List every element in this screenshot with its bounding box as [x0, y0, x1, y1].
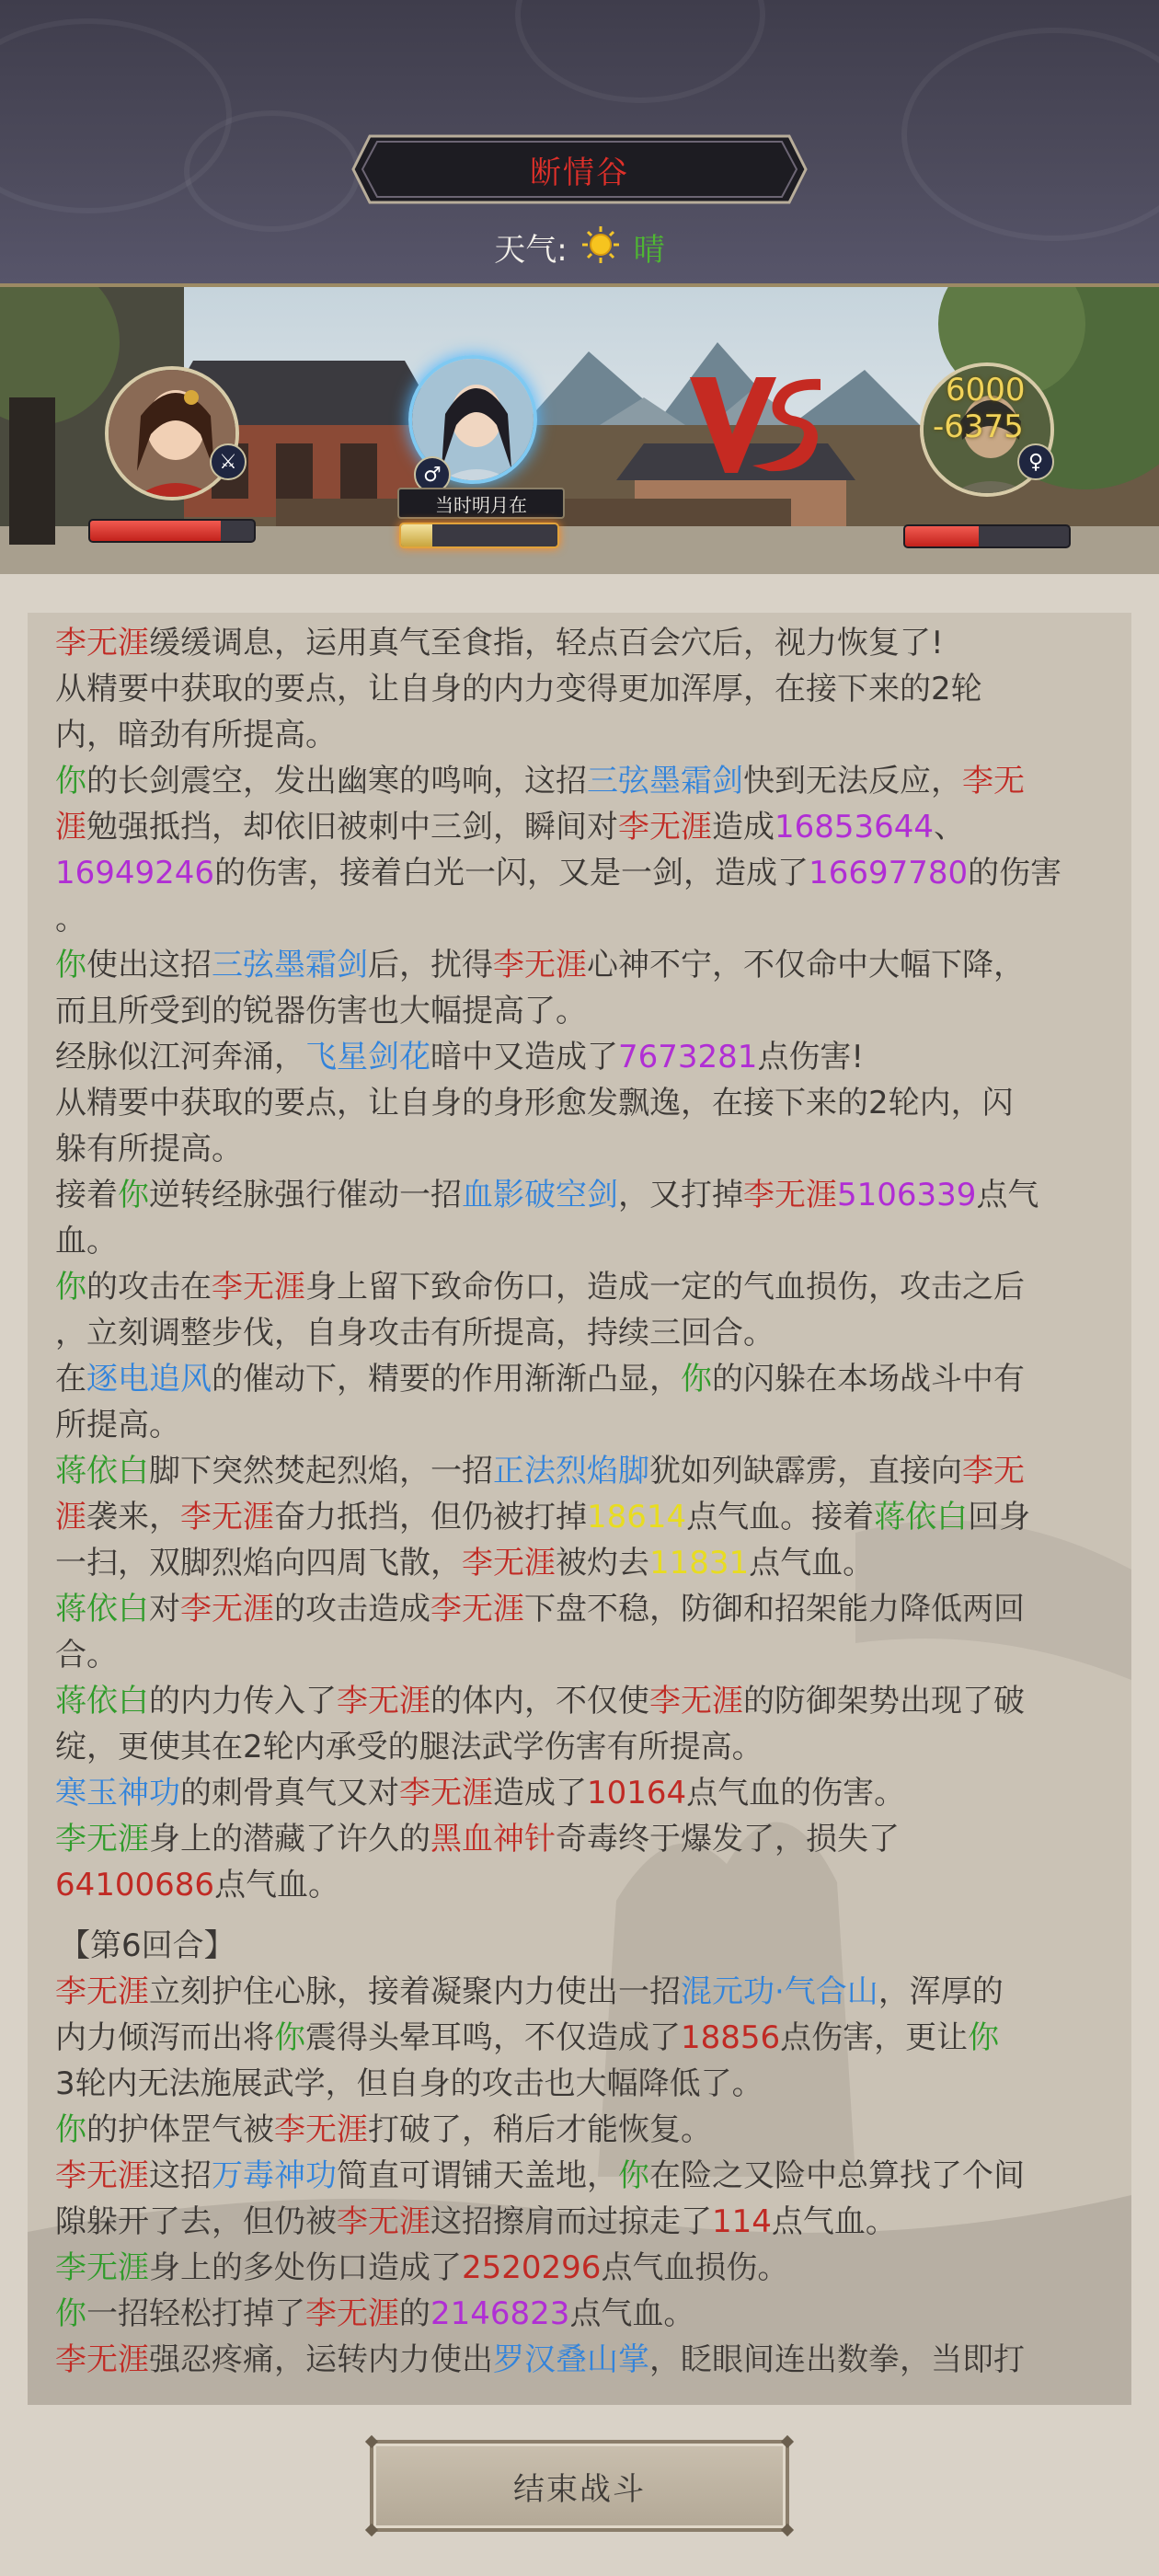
- log-text: 的刺骨真气又对: [180, 1775, 399, 1811]
- highlight-red: 18856: [681, 2019, 781, 2056]
- highlight-red: 2520296: [462, 2249, 602, 2286]
- highlight-green: 你: [274, 2019, 305, 2056]
- highlight-red: 李无涯: [55, 625, 149, 661]
- log-text: 。: [55, 901, 86, 937]
- weather-value: 晴: [633, 231, 665, 269]
- log-text: 快到无法反应，: [743, 763, 962, 799]
- log-text: 而且所受到的锐器伤害也大幅提高了。: [55, 993, 587, 1029]
- enemy-hp-fill: [905, 526, 979, 546]
- highlight-red: 李无: [962, 1453, 1025, 1489]
- log-text: 这招: [149, 2157, 212, 2194]
- log-line: [55, 2015, 1122, 2061]
- highlight-green: 蒋依白: [874, 1499, 969, 1535]
- log-text: 所提高。: [55, 1407, 180, 1443]
- log-line: [55, 2061, 1122, 2107]
- location-name: 断情谷: [530, 154, 629, 191]
- battle-scene: [0, 283, 1159, 574]
- round-header: [55, 1923, 1122, 1969]
- log-text: 接着: [55, 1177, 118, 1213]
- log-text: 的闪躲在本场战斗中有: [712, 1361, 1025, 1397]
- skill-name: 三弦墨霜剑: [212, 947, 368, 983]
- log-text: 脚下突然焚起烈焰，一招: [149, 1453, 493, 1489]
- log-text: 对: [149, 1591, 180, 1627]
- highlight-red: 10164: [587, 1775, 687, 1811]
- log-line: [55, 1218, 1122, 1264]
- log-text: 逆转经脉强行催动一招: [149, 1177, 462, 1213]
- enemy-heal-number: 6000: [946, 372, 1026, 408]
- log-text: ，浑厚的: [878, 1973, 1004, 2010]
- log-text: 下盘不稳，防御和招架能力降低两回: [524, 1591, 1025, 1627]
- enemy-damage-number: -6375: [933, 408, 1024, 445]
- log-text: 身上的多处伤口造成了: [149, 2249, 462, 2286]
- log-text: 暗中又造成了: [430, 1039, 618, 1075]
- log-line: [55, 758, 1122, 804]
- weather-row: [0, 221, 1159, 272]
- log-line: [55, 1264, 1122, 1310]
- log-line: [55, 1724, 1122, 1770]
- log-text: 点气血。: [771, 2203, 897, 2240]
- skill-name: 混元功·气合山: [681, 1973, 878, 2010]
- log-line: [55, 1126, 1122, 1172]
- log-text: 躲有所提高。: [55, 1131, 243, 1167]
- highlight-red: 李无涯: [305, 2295, 399, 2332]
- log-text: 一扫，双脚烈焰向四周飞散，: [55, 1545, 462, 1581]
- highlight-green: 蒋依白: [55, 1591, 149, 1627]
- end-battle-button[interactable]: [370, 2440, 789, 2532]
- highlight-green: 李无涯: [55, 1821, 149, 1857]
- fire-damage-value: 11831: [649, 1545, 750, 1581]
- log-text: 勉强抵挡，却依旧被刺中三剑，瞬间对: [86, 809, 618, 845]
- damage-value: 2146823: [430, 2295, 570, 2332]
- enemy-gender-icon: ♀: [1017, 443, 1054, 480]
- log-text: 合。: [55, 1637, 118, 1673]
- highlight-red: 李无涯: [180, 1499, 274, 1535]
- log-text: 点气: [976, 1177, 1039, 1213]
- log-text: 血。: [55, 1223, 118, 1259]
- log-text: 身上的潜藏了许久的: [149, 1821, 430, 1857]
- highlight-red: 114: [712, 2203, 772, 2240]
- log-text: 心神不宁，不仅命中大幅下降，: [587, 947, 1025, 983]
- highlight-red: 李无涯: [649, 1683, 743, 1719]
- log-line: [55, 1862, 1122, 1908]
- log-text: 奇毒终于爆发了，损失了: [556, 1821, 900, 1857]
- highlight-red: 李无涯: [462, 1545, 556, 1581]
- log-text: 犹如列缺霹雳，直接向: [649, 1453, 962, 1489]
- highlight-red: 李无涯: [399, 1775, 493, 1811]
- log-line: [55, 2245, 1122, 2291]
- log-text: 点伤害!: [757, 1039, 865, 1075]
- highlight-green: 你: [55, 1269, 86, 1305]
- log-text: 后，扰得: [368, 947, 493, 983]
- damage-value: 7673281: [618, 1039, 758, 1075]
- log-text: 内力倾泻而出将: [55, 2019, 274, 2056]
- highlight-red: 李无涯: [337, 1683, 430, 1719]
- highlight-red: 李无涯: [212, 1269, 305, 1305]
- button-corner-ornament: [781, 2524, 794, 2536]
- log-line: [55, 1034, 1122, 1080]
- button-corner-ornament: [781, 2435, 794, 2448]
- log-line: [55, 2291, 1122, 2337]
- highlight-red: 李无涯: [430, 1591, 524, 1627]
- log-line: [55, 942, 1122, 988]
- highlight-green: 你: [55, 2295, 86, 2332]
- log-text: 、: [934, 809, 966, 845]
- log-text: 的攻击在: [86, 1269, 212, 1305]
- log-text: ，立刻调整步伐，自身攻击有所提高，持续三回合。: [55, 1315, 775, 1351]
- log-text: 立刻护住心脉，接着凝聚内力使出一招: [149, 1973, 681, 2010]
- highlight-red: 李无涯: [274, 2111, 368, 2148]
- weather-label: 天气:: [494, 231, 568, 269]
- log-line: [55, 988, 1122, 1034]
- highlight-red: 李无涯: [618, 809, 712, 845]
- log-line: [55, 1540, 1122, 1586]
- log-text: 的: [399, 2295, 430, 2332]
- log-line: [55, 1770, 1122, 1816]
- log-text: 的伤害，接着白光一闪，又是一剑，造成了: [214, 855, 809, 891]
- log-line: [55, 2153, 1122, 2199]
- log-text: 身上留下致命伤口，造成一定的气血损伤，攻击之后: [305, 1269, 1025, 1305]
- log-line: [55, 712, 1122, 758]
- highlight-green: 李无涯: [55, 2249, 149, 2286]
- log-text: 震得头晕耳鸣，不仅造成了: [305, 2019, 681, 2056]
- ally-energy-fill: [401, 524, 432, 546]
- highlight-red: 涯: [55, 809, 86, 845]
- ally-name-plate: [397, 488, 565, 519]
- highlight-green: 蒋依白: [55, 1453, 149, 1489]
- log-line: [55, 1678, 1122, 1724]
- end-battle-label: 结束战斗: [513, 2470, 646, 2508]
- log-text: 的催动下，精要的作用渐渐凸显，: [212, 1361, 681, 1397]
- log-text: 点气血。: [214, 1867, 340, 1903]
- highlight-red: 李无涯: [55, 2341, 149, 2378]
- log-text: ，又打掉: [618, 1177, 743, 1213]
- log-line: [55, 1969, 1122, 2015]
- highlight-red: 李无涯: [55, 2157, 149, 2194]
- log-line: [55, 1356, 1122, 1402]
- log-text: 造成了: [493, 1775, 587, 1811]
- log-text: 点伤害，更让: [780, 2019, 969, 2056]
- skill-name: 万毒神功: [212, 2157, 337, 2194]
- damage-value: 16949246: [55, 855, 215, 891]
- log-text: 强忍疼痛，运转内力使出: [149, 2341, 493, 2378]
- highlight-green: 你: [55, 763, 86, 799]
- log-line: [55, 804, 1122, 850]
- log-text: 在险之又险中总算找了个间: [649, 2157, 1025, 2194]
- log-line: [55, 1494, 1122, 1540]
- highlight-red: 李无涯: [337, 2203, 430, 2240]
- skill-name: 正法烈焰脚: [493, 1453, 649, 1489]
- skill-name: 三弦墨霜剑: [587, 763, 743, 799]
- skill-name: 寒玉神功: [55, 1775, 180, 1811]
- highlight-red: 李无涯: [180, 1591, 274, 1627]
- log-text: 打破了，稍后才能恢复。: [368, 2111, 712, 2148]
- highlight-red: 李无涯: [743, 1177, 837, 1213]
- ally-gender-icon: ♂: [414, 456, 451, 493]
- log-line: [55, 620, 1122, 666]
- highlight-red: 李无涯: [493, 947, 587, 983]
- player-weapon-icon: ⚔: [210, 443, 247, 480]
- log-text: 这招擦肩而过掠走了: [430, 2203, 712, 2240]
- skill-name: 血影破空剑: [462, 1177, 618, 1213]
- log-line: [55, 1310, 1122, 1356]
- log-line: [55, 2107, 1122, 2153]
- log-line: [55, 896, 1122, 942]
- damage-value: 5106339: [837, 1177, 977, 1213]
- fire-damage-value: 18614: [587, 1499, 687, 1535]
- player-hp-bar: [88, 519, 256, 543]
- highlight-green: 你: [968, 2019, 1000, 2056]
- log-text: 点气血。: [749, 1545, 875, 1581]
- highlight-red: 涯: [55, 1499, 86, 1535]
- button-corner-ornament: [365, 2435, 378, 2448]
- skill-name: 逐电追风: [86, 1361, 212, 1397]
- log-line: [55, 666, 1122, 712]
- log-text: 3轮内无法施展武学，但自身的攻击也大幅降低了。: [55, 2065, 763, 2102]
- log-text: 奋力抵挡，但仍被打掉: [274, 1499, 587, 1535]
- highlight-green: 你: [681, 1361, 712, 1397]
- log-text: 的防御架势出现了破: [743, 1683, 1025, 1719]
- damage-value: 16853644: [775, 809, 935, 845]
- highlight-red: 64100686: [55, 1867, 215, 1903]
- highlight-red: 李无涯: [55, 1973, 149, 2010]
- ally-name: 当时明月在: [435, 493, 527, 516]
- log-text: 一招轻松打掉了: [86, 2295, 305, 2332]
- log-text: 的体内，不仅使: [430, 1683, 649, 1719]
- log-line: [55, 2337, 1122, 2383]
- log-text: 经脉似江河奔涌，: [55, 1039, 305, 1075]
- player-hp-fill: [90, 521, 221, 541]
- log-line: [55, 1586, 1122, 1632]
- log-line: [55, 1632, 1122, 1678]
- log-text: 在: [55, 1361, 86, 1397]
- log-line: [55, 1172, 1122, 1218]
- log-line: [55, 1402, 1122, 1448]
- log-line: [55, 1080, 1122, 1126]
- log-text: 造成: [712, 809, 775, 845]
- log-line: [55, 2199, 1122, 2245]
- log-text: 回身: [968, 1499, 1031, 1535]
- log-line: [55, 1448, 1122, 1494]
- top-banner: [0, 0, 1159, 283]
- log-text: 点气血。接着: [686, 1499, 875, 1535]
- log-text: 【第6回合】: [59, 1927, 235, 1964]
- highlight-red: 李无: [962, 763, 1025, 799]
- player-portrait[interactable]: [105, 366, 239, 500]
- log-text: 隙躲开了去，但仍被: [55, 2203, 337, 2240]
- damage-value: 16697780: [809, 855, 969, 891]
- log-text: 从精要中获取的要点，让自身的内力变得更加浑厚，在接下来的2轮: [55, 671, 982, 707]
- log-text: 被灼去: [556, 1545, 649, 1581]
- battle-log-panel[interactable]: [28, 613, 1131, 2405]
- battle-log-lines: [55, 620, 1122, 2383]
- log-text: 内，暗劲有所提高。: [55, 717, 337, 753]
- enemy-hp-bar: [903, 524, 1071, 548]
- location-title-plate: [351, 134, 808, 204]
- sun-icon: [580, 224, 621, 269]
- log-text: 缓缓调息，运用真气至食指，轻点百会穴后，视力恢复了!: [149, 625, 944, 661]
- skill-name: 飞星剑花: [305, 1039, 430, 1075]
- button-corner-ornament: [365, 2524, 378, 2536]
- highlight-green: 蒋依白: [55, 1683, 149, 1719]
- log-text: 点气血的伤害。: [686, 1775, 906, 1811]
- highlight-green: 你: [118, 1177, 149, 1213]
- log-text: 的伤害: [968, 855, 1062, 891]
- log-text: 的长剑震空，发出幽寒的鸣响，这招: [86, 763, 587, 799]
- ally-energy-bar: [399, 523, 559, 548]
- log-text: ，眨眼间连出数拳，当即打: [649, 2341, 1025, 2378]
- log-text: 绽，更使其在2轮内承受的腿法武学伤害有所提高。: [55, 1729, 763, 1765]
- log-text: 从精要中获取的要点，让自身的身形愈发飘逸，在接下来的2轮内，闪: [55, 1085, 1014, 1121]
- highlight-green: 你: [55, 2111, 86, 2148]
- log-line: [55, 850, 1122, 896]
- highlight-green: 你: [618, 2157, 649, 2194]
- log-text: 点气血。: [569, 2295, 695, 2332]
- log-text: 使出这招: [86, 947, 212, 983]
- log-text: 简直可谓铺天盖地，: [337, 2157, 618, 2194]
- log-text: 袭来，: [86, 1499, 180, 1535]
- log-text: 的内力传入了: [149, 1683, 337, 1719]
- log-text: 的攻击造成: [274, 1591, 430, 1627]
- highlight-green: 你: [55, 947, 86, 983]
- log-text: 点气血损伤。: [601, 2249, 789, 2286]
- highlight-red: 黑血神针: [430, 1821, 556, 1857]
- skill-name: 罗汉叠山掌: [493, 2341, 649, 2378]
- log-text: 的护体罡气被: [86, 2111, 274, 2148]
- log-line: [55, 1816, 1122, 1862]
- vs-emblem: [684, 370, 822, 480]
